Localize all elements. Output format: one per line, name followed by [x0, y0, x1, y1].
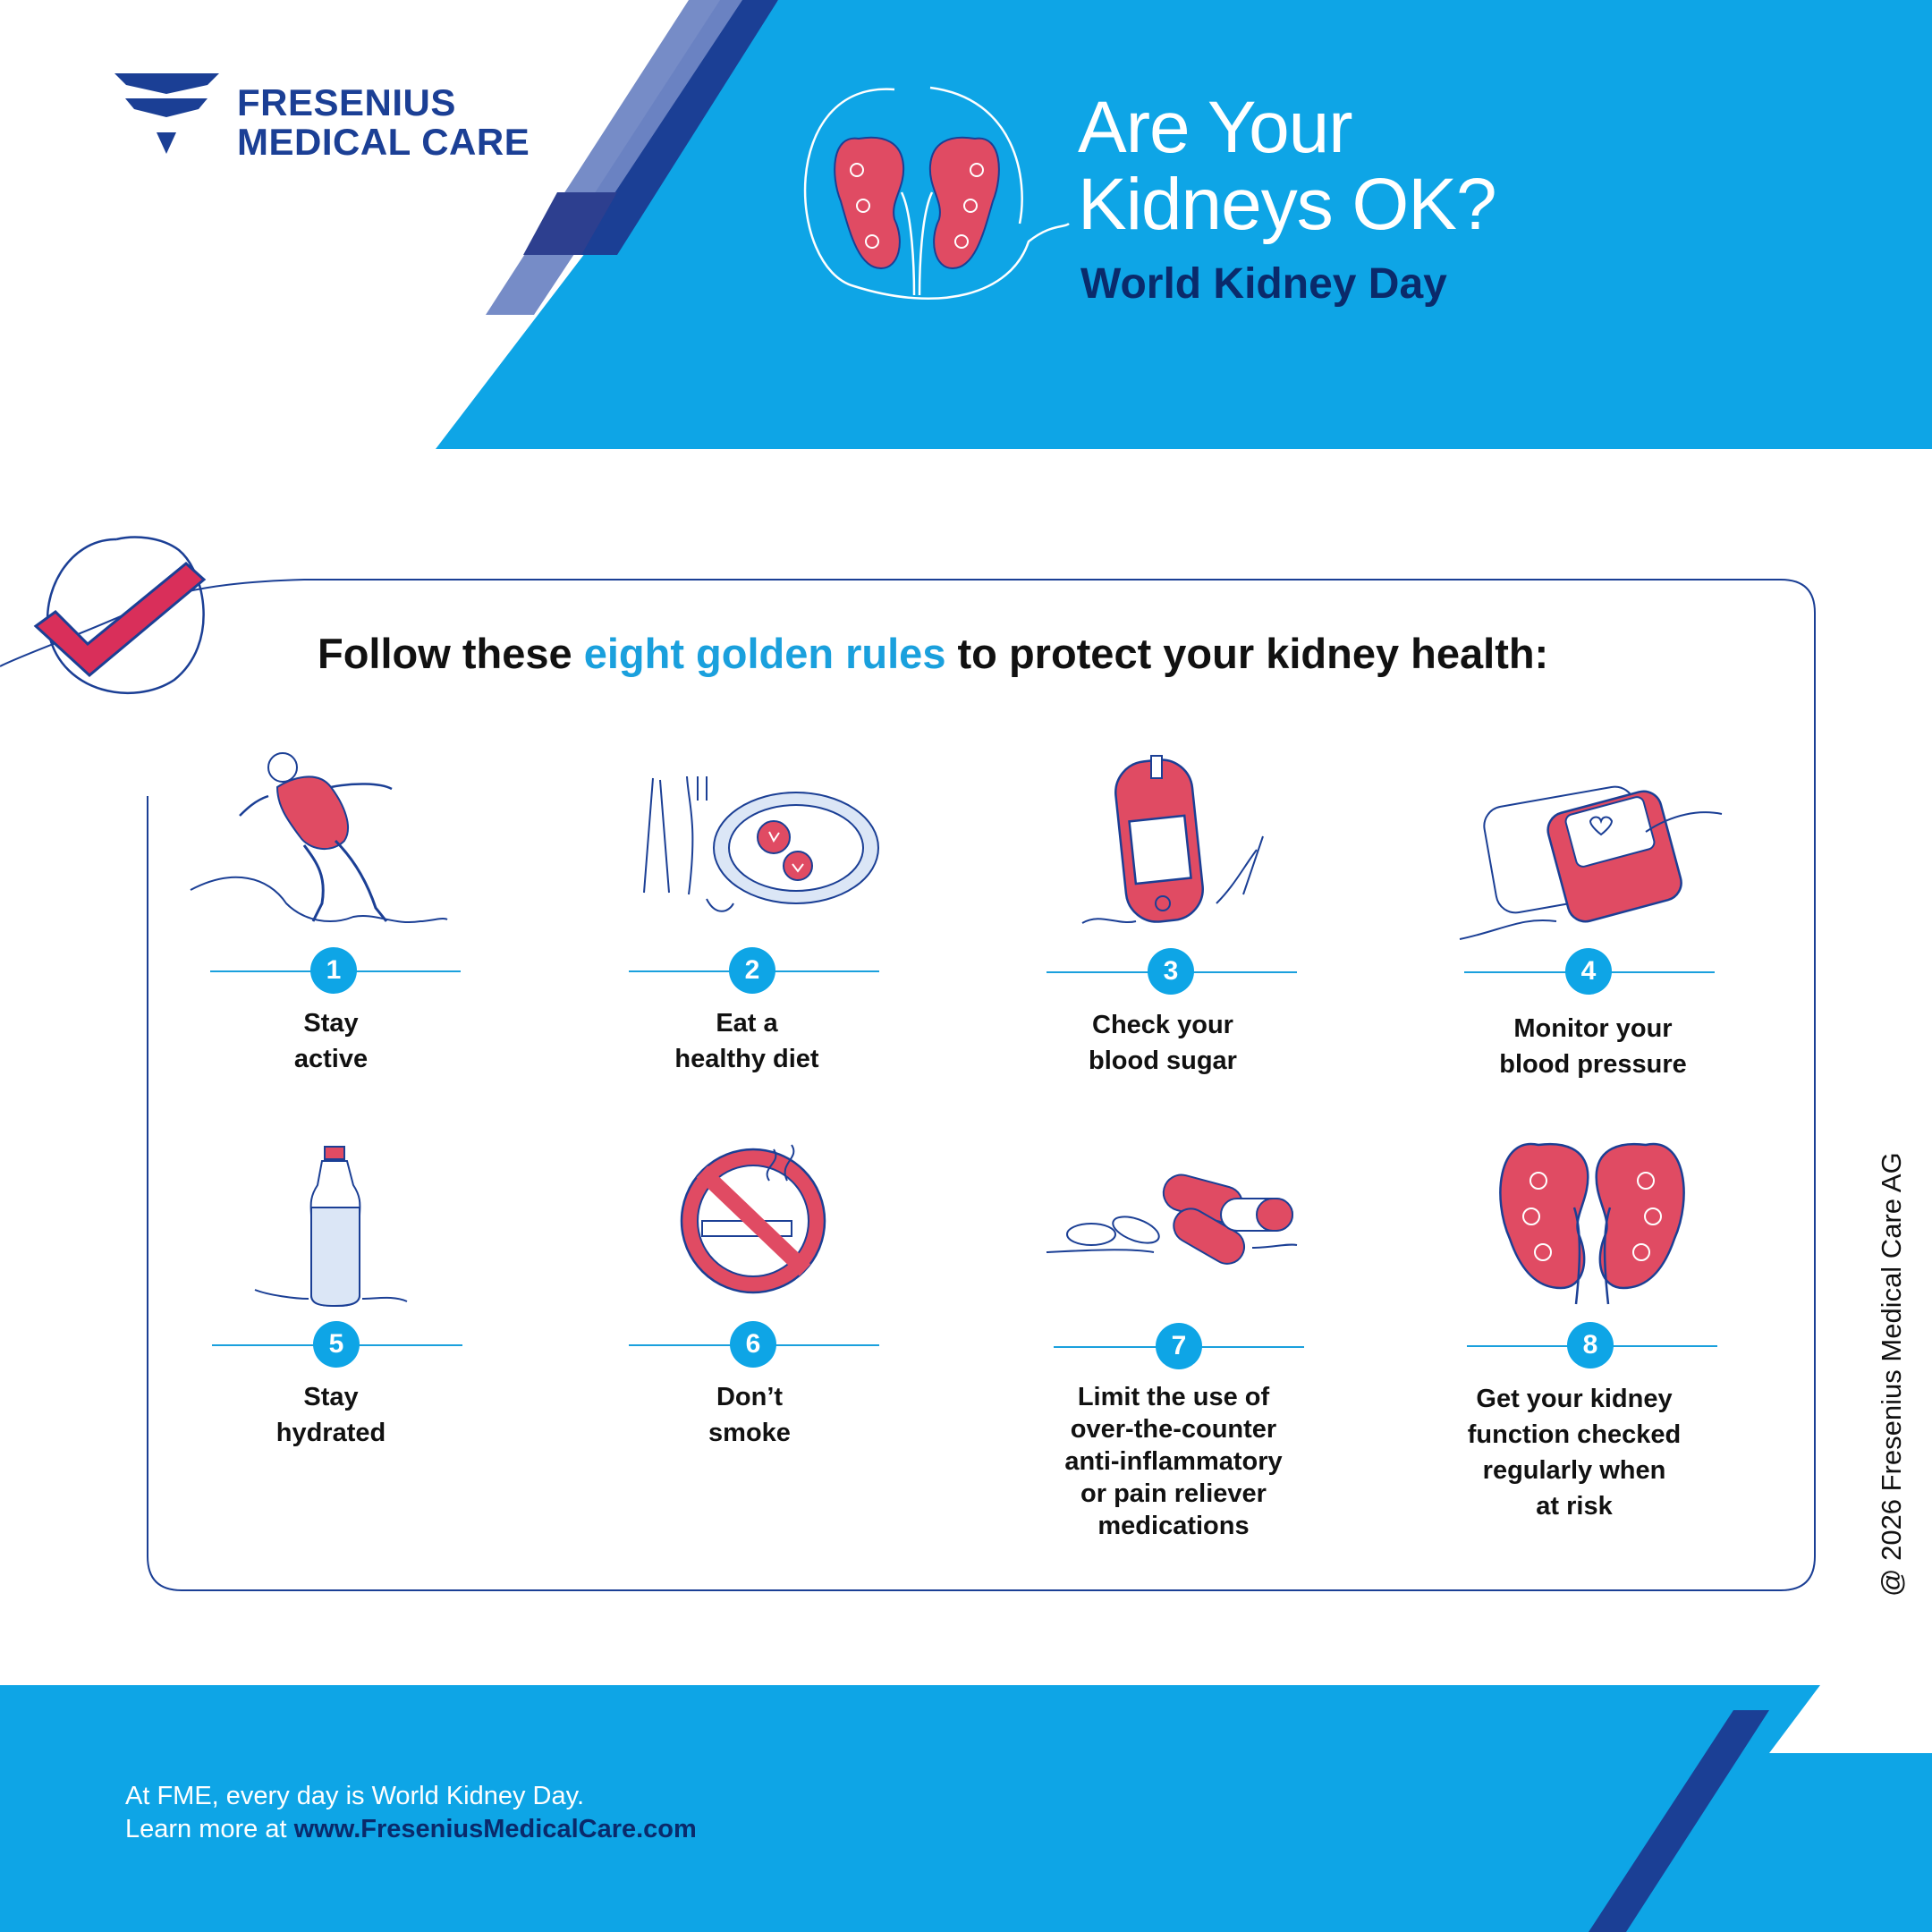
rule-text: function checked [1467, 1420, 1682, 1449]
rule-text: medications [1097, 1512, 1250, 1540]
rule-label-1 [179, 1005, 483, 1077]
rule-text: healthy diet [674, 1045, 819, 1073]
footer-band-top [0, 1685, 1820, 1753]
footer-line2 [125, 1813, 697, 1846]
rule-number-badge: 3 [1148, 948, 1194, 995]
rule-label-5 [179, 1379, 483, 1451]
rule-text: Stay [303, 1383, 359, 1411]
brand-logo-icon [114, 73, 219, 154]
rule-text: Eat a [716, 1009, 778, 1038]
rule-text: Monitor your [1513, 1014, 1673, 1043]
salad-plate-icon [644, 776, 878, 911]
no-smoking-icon [682, 1145, 825, 1292]
rule-text: Limit the use of [1077, 1383, 1270, 1411]
rule-label-6 [597, 1379, 902, 1451]
water-bottle-icon [255, 1147, 407, 1306]
brand-line2: MEDICAL CARE [237, 121, 530, 163]
brand-line1: FRESENIUS [237, 81, 456, 123]
rule-text: anti-inflammatory [1064, 1447, 1283, 1476]
rule-number-badge: 2 [729, 947, 775, 994]
rule-text: Check your [1092, 1011, 1233, 1039]
brand-name [237, 83, 530, 162]
title-line2: Kidneys OK? [1078, 164, 1496, 245]
rule-text: Don’t [716, 1383, 784, 1411]
rule-label-2 [595, 1005, 899, 1077]
rule-number-badge: 4 [1565, 948, 1612, 995]
rule-text: at risk [1536, 1492, 1613, 1521]
rule-text: hydrated [275, 1419, 386, 1447]
kidneys-icon [1500, 1144, 1683, 1304]
rule-label-3 [1011, 1007, 1315, 1079]
rule-label-8 [1422, 1381, 1726, 1524]
page-title [1078, 89, 1496, 243]
rules-headline [318, 629, 1659, 678]
footer-line1: At FME, every day is World Kidney Day. [125, 1782, 585, 1810]
footer-website-link[interactable]: www.FreseniusMedicalCare.com [293, 1815, 697, 1843]
rule-text: blood sugar [1089, 1046, 1237, 1075]
blood-pressure-monitor-icon [1460, 784, 1722, 939]
pills-icon [1046, 1171, 1297, 1270]
headline-highlight: eight golden rules [583, 630, 946, 677]
page-subtitle: World Kidney Day [1080, 260, 1447, 308]
rule-number-badge: 5 [313, 1321, 360, 1368]
runner-icon [191, 753, 447, 922]
glucose-meter-icon [1082, 756, 1263, 925]
rule-text: Get your kidney [1476, 1385, 1673, 1413]
rule-label-7 [1021, 1381, 1326, 1542]
rule-text: over-the-counter [1070, 1415, 1277, 1444]
rule-number-badge: 6 [730, 1321, 776, 1368]
rule-text: blood pressure [1499, 1050, 1687, 1079]
headline-post: to protect your kidney health: [945, 630, 1549, 677]
headline-pre: Follow these [318, 630, 584, 677]
checkmark-icon [36, 538, 204, 693]
rule-text: regularly when [1482, 1456, 1666, 1485]
rule-label-4 [1441, 1011, 1745, 1082]
footer-text [125, 1780, 697, 1846]
rule-number-badge: 1 [310, 947, 357, 994]
footer-line2-prefix: Learn more at [125, 1815, 294, 1843]
title-line1: Are Your [1078, 87, 1352, 168]
rule-text: Stay [303, 1009, 359, 1038]
rule-text: smoke [708, 1419, 791, 1447]
rule-text: or pain reliever [1080, 1479, 1267, 1508]
rule-number-badge: 7 [1156, 1323, 1202, 1369]
copyright-notice: @ 2026 Fresenius Medical Care AG [1876, 1152, 1907, 1597]
rule-text: active [293, 1045, 369, 1073]
rule-number-badge: 8 [1567, 1322, 1614, 1368]
